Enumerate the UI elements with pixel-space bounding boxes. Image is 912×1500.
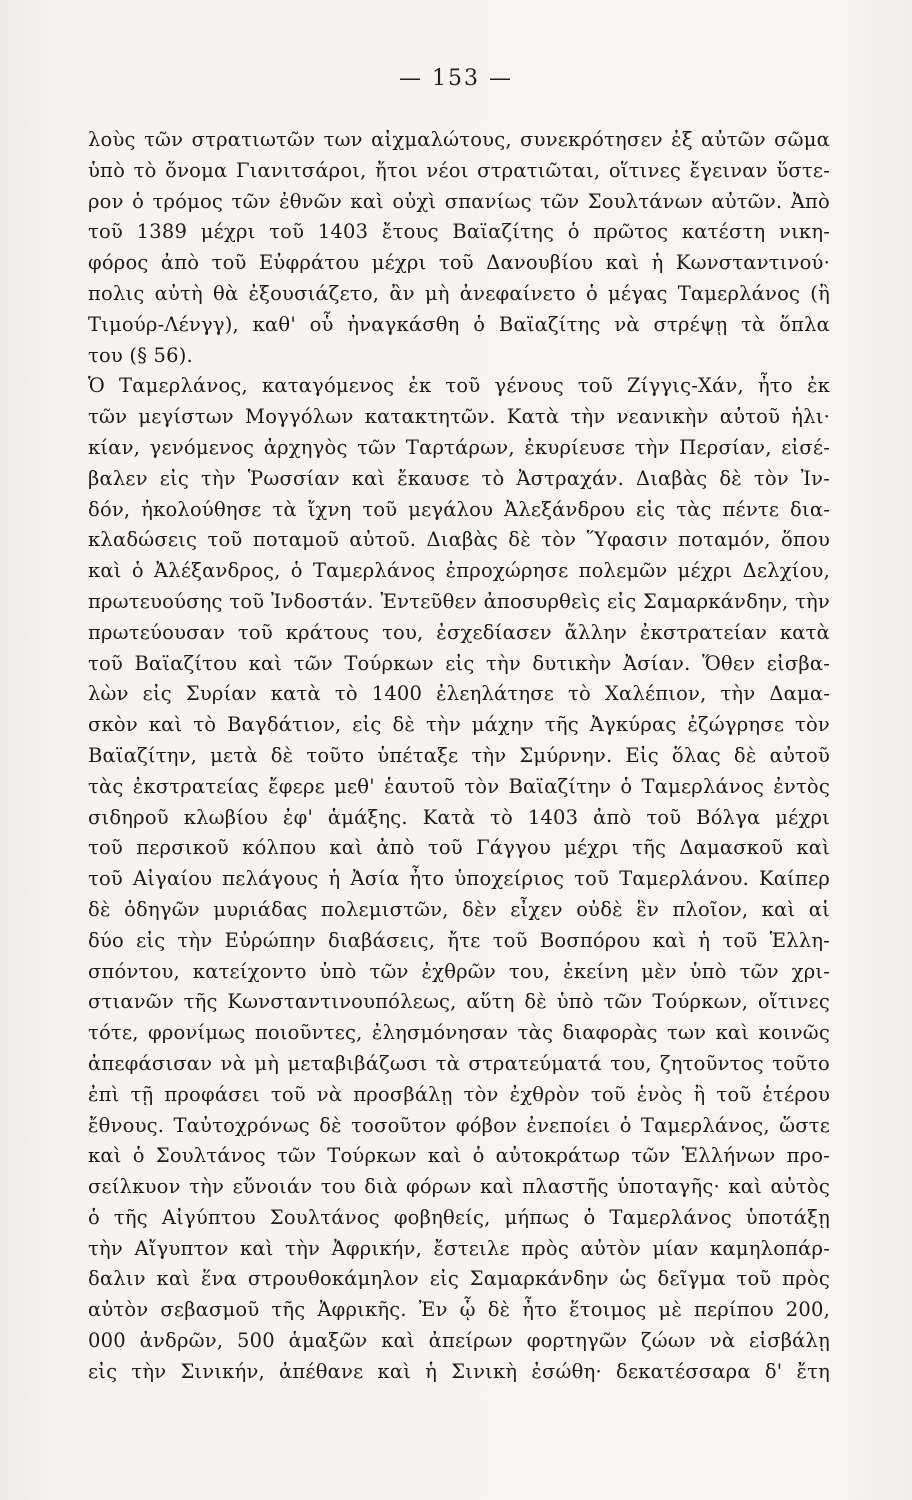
text-line: τοῦ 1389 μέχρι τοῦ 1403 ἔτους Βαϊαζίτης ὁ πρῶτος κατέστη νικη- [88, 220, 830, 244]
text-line: ρον ὁ τρόμος τῶν ἐθνῶν καὶ οὐχὶ σπανίως τῶν Σουλτάνων αὐτῶν. Ἀπὸ [88, 189, 830, 213]
text-line: σείλκυον τὴν εὔνοιάν του διὰ φόρων καὶ πλαστῆς ὑποταγῆς· καὶ αὐτὸς [88, 1175, 830, 1199]
text-line: Βαϊαζίτην, μετὰ δὲ τοῦτο ὑπέταξε τὴν Σμύρνην. Εἰς ὅλας δὲ αὐτοῦ [88, 743, 830, 767]
text-line: λοὺς τῶν στρατιωτῶν των αἰχμαλώτους, συνεκρότησεν ἐξ αὐτῶν σῶμα [88, 128, 830, 151]
text-line: δύο εἰς τὴν Εὐρώπην διαβάσεις, ἤτε τοῦ Βοσπόρου καὶ ἡ τοῦ Ἑλλη- [88, 928, 830, 952]
text-line: ὁ τῆς Αἰγύπτου Σουλτάνος φοβηθείς, μήπως ὁ Ταμερλάνος ὑποτάξῃ [88, 1205, 830, 1229]
text-line: τῶν μεγίστων Μογγόλων κατακτητῶν. Κατὰ τὴν νεανικὴν αὐτοῦ ἡλι· [88, 405, 830, 429]
text-line: σπόντου, κατείχοντο ὑπὸ τῶν ἐχθρῶν του, ἐκείνη μὲν ὑπὸ τῶν χρι- [88, 959, 830, 983]
text-line: βαλεν εἰς τὴν Ῥωσσίαν καὶ ἔκαυσε τὸ Ἀστραχάν. Διαβὰς δὲ τὸν Ἰν- [88, 466, 830, 490]
text-line: σκὸν καὶ τὸ Βαγδάτιον, εἰς δὲ τὴν μάχην τῆς Ἀγκύρας ἐζώγρησε τὸν [88, 713, 830, 737]
text-line: ὑπὸ τὸ ὄνομα Γιανιτσάροι, ἤτοι νέοι στρατιῶται, οἵτινες ἔγειναν ὕστε- [88, 158, 830, 182]
page-number: — 153 — [399, 66, 513, 91]
text-line: σιδηροῦ κλωβίου ἐφ' ἁμάξης. Κατὰ τὸ 1403 ἀπὸ τοῦ Βόλγα μέχρι [88, 805, 830, 829]
text-line: εἰς τὴν Σινικήν, ἀπέθανε καὶ ἡ Σινικὴ ἐσώθη· δεκατέσσαρα δ' ἔτη [88, 1359, 830, 1383]
text-line: καὶ ὁ Ἀλέξανδρος, ὁ Ταμερλάνος ἐπροχώρησε πολεμῶν μέχρι Δελχίου, [88, 559, 830, 583]
text-line: του (§ 56). [88, 343, 193, 367]
text-line: ἔθνους. Ταὐτοχρόνως δὲ τοσοῦτον φόβον ἐνεποίει ὁ Ταμερλάνος, ὥστε [88, 1113, 830, 1137]
text-line: τότε, φρονίμως ποιοῦντες, ἐλησμόνησαν τὰς διαφορὰς των καὶ κοινῶς [88, 1021, 830, 1045]
text-line: Ὁ Ταμερλάνος, καταγόμενος ἐκ τοῦ γένους τοῦ Ζίγγις-Χάν, ἦτο ἐκ [88, 374, 830, 398]
text-line: φόρος ἀπὸ τοῦ Εὐφράτου μέχρι τοῦ Δανουβίου καὶ ἡ Κωνσταντινού· [88, 251, 830, 275]
text-line: τοῦ Βαϊαζίτου καὶ τῶν Τούρκων εἰς τὴν δυτικὴν Ἀσίαν. Ὅθεν εἰσβα- [88, 651, 830, 675]
text-line: πρωτευούσης τοῦ Ἰνδοστάν. Ἐντεῦθεν ἀποσυρθεὶς εἰς Σαμαρκάνδην, τὴν [88, 589, 830, 613]
body-text [88, 125, 830, 1388]
text-line: αὐτὸν σεβασμοῦ τῆς Ἀφρικῆς. Ἐν ᾧ δὲ ἦτο ἕτοιμος μὲ περίπου 200, [88, 1298, 830, 1322]
text-line: λὼν εἰς Συρίαν κατὰ τὸ 1400 ἐλεηλάτησε τὸ Χαλέπιον, τὴν Δαμα- [88, 682, 830, 706]
text-line: τὰς ἐκστρατείας ἔφερε μεθ' ἑαυτοῦ τὸν Βαϊαζίτην ὁ Ταμερλάνος ἐντὸς [88, 774, 830, 798]
text-line: κλαδώσεις τοῦ ποταμοῦ αὐτοῦ. Διαβὰς δὲ τὸν Ὕφασιν ποταμόν, ὅπου [88, 528, 830, 552]
text-line: πολις αὐτὴ θὰ ἐξουσιάζετο, ἂν μὴ ἀνεφαίνετο ὁ μέγας Ταμερλάνος (ἢ [88, 281, 830, 305]
text-line: κίαν, γενόμενος ἀρχηγὸς τῶν Ταρτάρων, ἐκυρίευσε τὴν Περσίαν, εἰσέ- [88, 435, 830, 459]
text-line: Τιμούρ-Λένγγ), καθ' οὗ ἠναγκάσθη ὁ Βαϊαζίτης νὰ στρέψῃ τὰ ὅπλα [88, 312, 830, 336]
text-line: δὲ ὀδηγῶν μυριάδας πολεμιστῶν, δὲν εἶχεν οὐδὲ ἓν πλοῖον, καὶ αἱ [88, 897, 830, 921]
text-line: δαλιν καὶ ἕνα στρουθοκάμηλον εἰς Σαμαρκάνδην ὡς δεῖγμα τοῦ πρὸς [88, 1267, 830, 1291]
text-line: καὶ ὁ Σουλτάνος τῶν Τούρκων καὶ ὁ αὐτοκράτωρ τῶν Ἑλλήνων προ- [88, 1144, 830, 1168]
text-line: τοῦ περσικοῦ κόλπου καὶ ἀπὸ τοῦ Γάγγου μέχρι τῆς Δαμασκοῦ καὶ [88, 836, 830, 860]
text-line: ἀπεφάσισαν νὰ μὴ μεταβιβάζωσι τὰ στρατεύματά του, ζητοῦντος τοῦτο [88, 1051, 830, 1075]
text-line: τὴν Αἴγυπτον καὶ τὴν Ἀφρικήν, ἔστειλε πρὸς αὐτὸν μίαν καμηλοπάρ- [88, 1236, 830, 1260]
text-line: στιανῶν τῆς Κωνσταντινουπόλεως, αὕτη δὲ ὑπὸ τῶν Τούρκων, οἵτινες [88, 990, 830, 1014]
text-line: τοῦ Αἰγαίου πελάγους ἡ Ἀσία ἦτο ὑποχείριος τοῦ Ταμερλάνου. Καίπερ [88, 867, 830, 891]
text-line: πρωτεύουσαν τοῦ κράτους του, ἐσχεδίασεν ἄλλην ἐκστρατείαν κατὰ [88, 620, 830, 644]
text-line: 000 ἀνδρῶν, 500 ἁμαξῶν καὶ ἀπείρων φορτηγῶν ζώων νὰ εἰσβάλῃ [88, 1329, 830, 1353]
text-line: δόν, ἠκολούθησε τὰ ἴχνη τοῦ μεγάλου Ἀλεξάνδρου εἰς τὰς πέντε δια- [88, 497, 830, 521]
text-line: ἐπὶ τῇ προφάσει τοῦ νὰ προσβάλῃ τὸν ἐχθρὸν τοῦ ἑνὸς ἢ τοῦ ἑτέρου [88, 1082, 830, 1106]
